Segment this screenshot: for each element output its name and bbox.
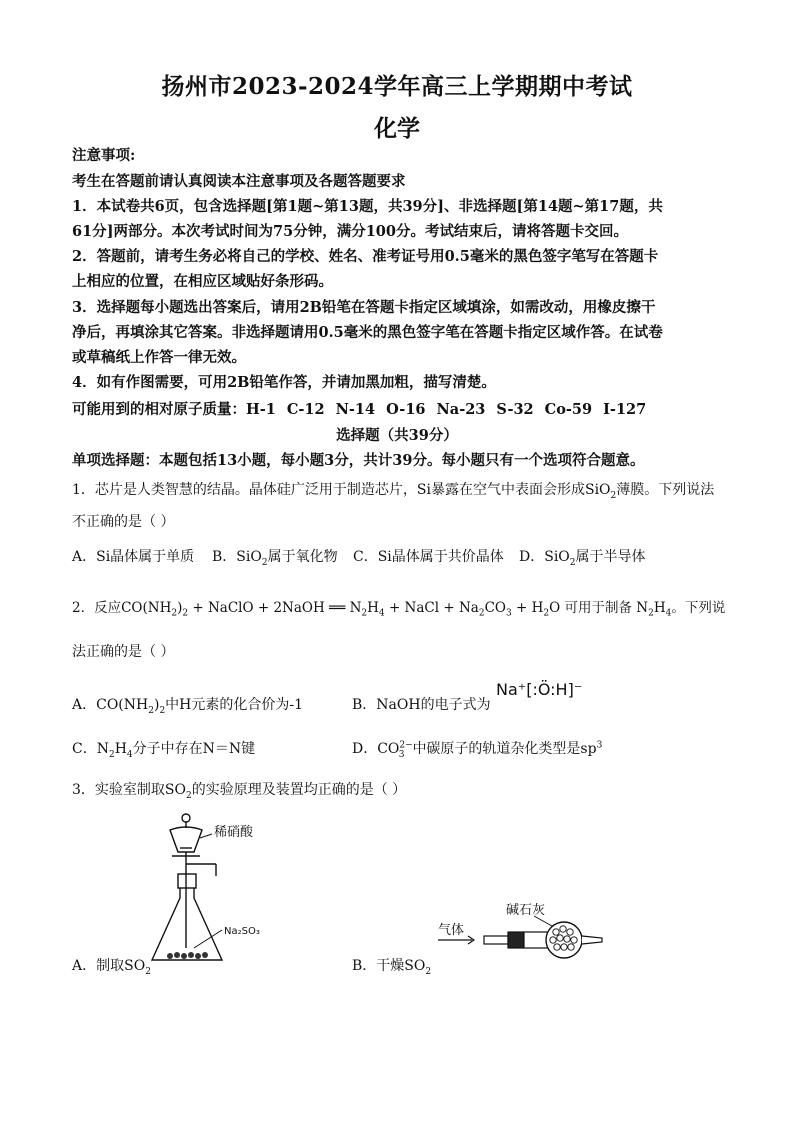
- sulfite-flask-apparatus: [150, 808, 290, 968]
- exam-title: 扬州市2023-2024学年高三上学期期中考试: [161, 73, 633, 100]
- notice-item-3-line-1: 3．选择题每小题选出答案后，请用2B铅笔在答题卡指定区域填涂，如需改动，用橡皮擦干: [72, 299, 656, 316]
- q3-option-a: A．制取$SO_2$: [72, 958, 151, 977]
- drying-tube-apparatus: [432, 900, 612, 960]
- q2-option-a: A．$CO(NH_2)_2$中H元素的化合价为-1: [72, 697, 304, 716]
- q3-stem: 3．实验室制取$SO_2$的实验原理及装置均正确的是（ ）: [72, 782, 407, 801]
- q2-stem-line-2: 法正确的是（ ）: [72, 644, 175, 660]
- notice-item-2-line-1: 2．答题前，请考生务必将自己的学校、姓名、准考证号用0.5毫米的黑色签字笔写在答题卡: [72, 248, 659, 265]
- q1-stem-line-1: 1．芯片是人类智慧的结晶。晶体硅广泛用于制造芯片，Si暴露在空气中表面会形成SiO$_2$薄膜。下列说法: [72, 482, 715, 501]
- q2-option-c: C．$N_2H_4$分子中存在N＝N键: [72, 741, 256, 760]
- conical-flask: [152, 888, 222, 960]
- notice-item-3-line-2: 净后，再填涂其它答案。非选择题请用0.5毫米的黑色签字笔在答题卡指定区域作答。在试卷: [72, 324, 663, 341]
- notice-intro: 考生在答题前请认真阅读本注意事项及各题答题要求: [72, 173, 406, 190]
- dilute-nitric-acid-label: 稀硝酸: [214, 825, 254, 840]
- notice-item-1-line-1: 1．本试卷共6页，包含选择题[第1题~第13题，共39分]、非选择题[第14题~第17题，共: [72, 198, 663, 215]
- soda-lime-label: 碱石灰: [506, 903, 546, 918]
- q2-option-b: B．NaOH的电子式为: [352, 697, 491, 713]
- section-instruction: 单项选择题：本题包括13小题，每小题3分，共计39分。每小题只有一个选项符合题意。: [72, 452, 645, 469]
- q1-option-c: C．Si晶体属于共价晶体: [353, 549, 504, 565]
- notice-item-4: 4．如有作图需要，可用2B铅笔作答，并请加黑加粗，描写清楚。: [72, 374, 496, 391]
- q1-option-a: A．Si晶体属于单质: [72, 549, 195, 565]
- q2-option-d: D．$CO^{2-}_3$ 中碳原子的轨道杂化类型是$sp^3$: [352, 740, 603, 760]
- q3-option-b: B．干燥$SO_2$: [352, 958, 432, 977]
- q2-stem-line-1: 2．反应$CO(NH_2)_2$ + NaClO + 2NaOH ══ $N_2H_4$ + NaCl + $Na_2CO_3 + H_2O$ 可用于制备 $N_2H_4$。下列说: [72, 600, 726, 619]
- atomic-masses: 可能用到的相对原子质量：H-1 C-12 N-14 O-16 Na-23 S-32 Co-59 I-127: [72, 401, 647, 418]
- gas-label: 气体: [438, 923, 465, 938]
- sulfite-solid: [167, 952, 208, 959]
- notice-heading: 注意事项:: [72, 147, 136, 164]
- stopper-knob: [182, 814, 190, 822]
- outlet-tube: [582, 936, 602, 944]
- notice-item-3-line-3: 或草稿纸上作答一律无效。: [72, 349, 246, 366]
- notice-item-2-line-2: 上相应的位置，在相应区域贴好条形码。: [72, 273, 333, 290]
- q1-stem-line-2: 不正确的是（ ）: [72, 514, 175, 530]
- naoh-electron-formula: Na⁺[:Ö:H]⁻: [496, 680, 583, 699]
- rubber-stopper: [508, 932, 524, 948]
- notice-item-1-line-2: 61分]两部分。本次考试时间为75分钟，满分100分。考试结束后，请将答题卡交回。: [72, 223, 628, 240]
- q1-option-b: B．SiO$_2$属于氧化物: [212, 549, 338, 568]
- section-title: 选择题（共39分）: [336, 427, 458, 444]
- sodium-sulfite-label: Na₂SO₃: [224, 926, 260, 937]
- subject-title: 化学: [374, 115, 420, 142]
- q1-option-d: D．SiO$_2$属于半导体: [519, 549, 646, 568]
- flask-stopper: [178, 874, 196, 888]
